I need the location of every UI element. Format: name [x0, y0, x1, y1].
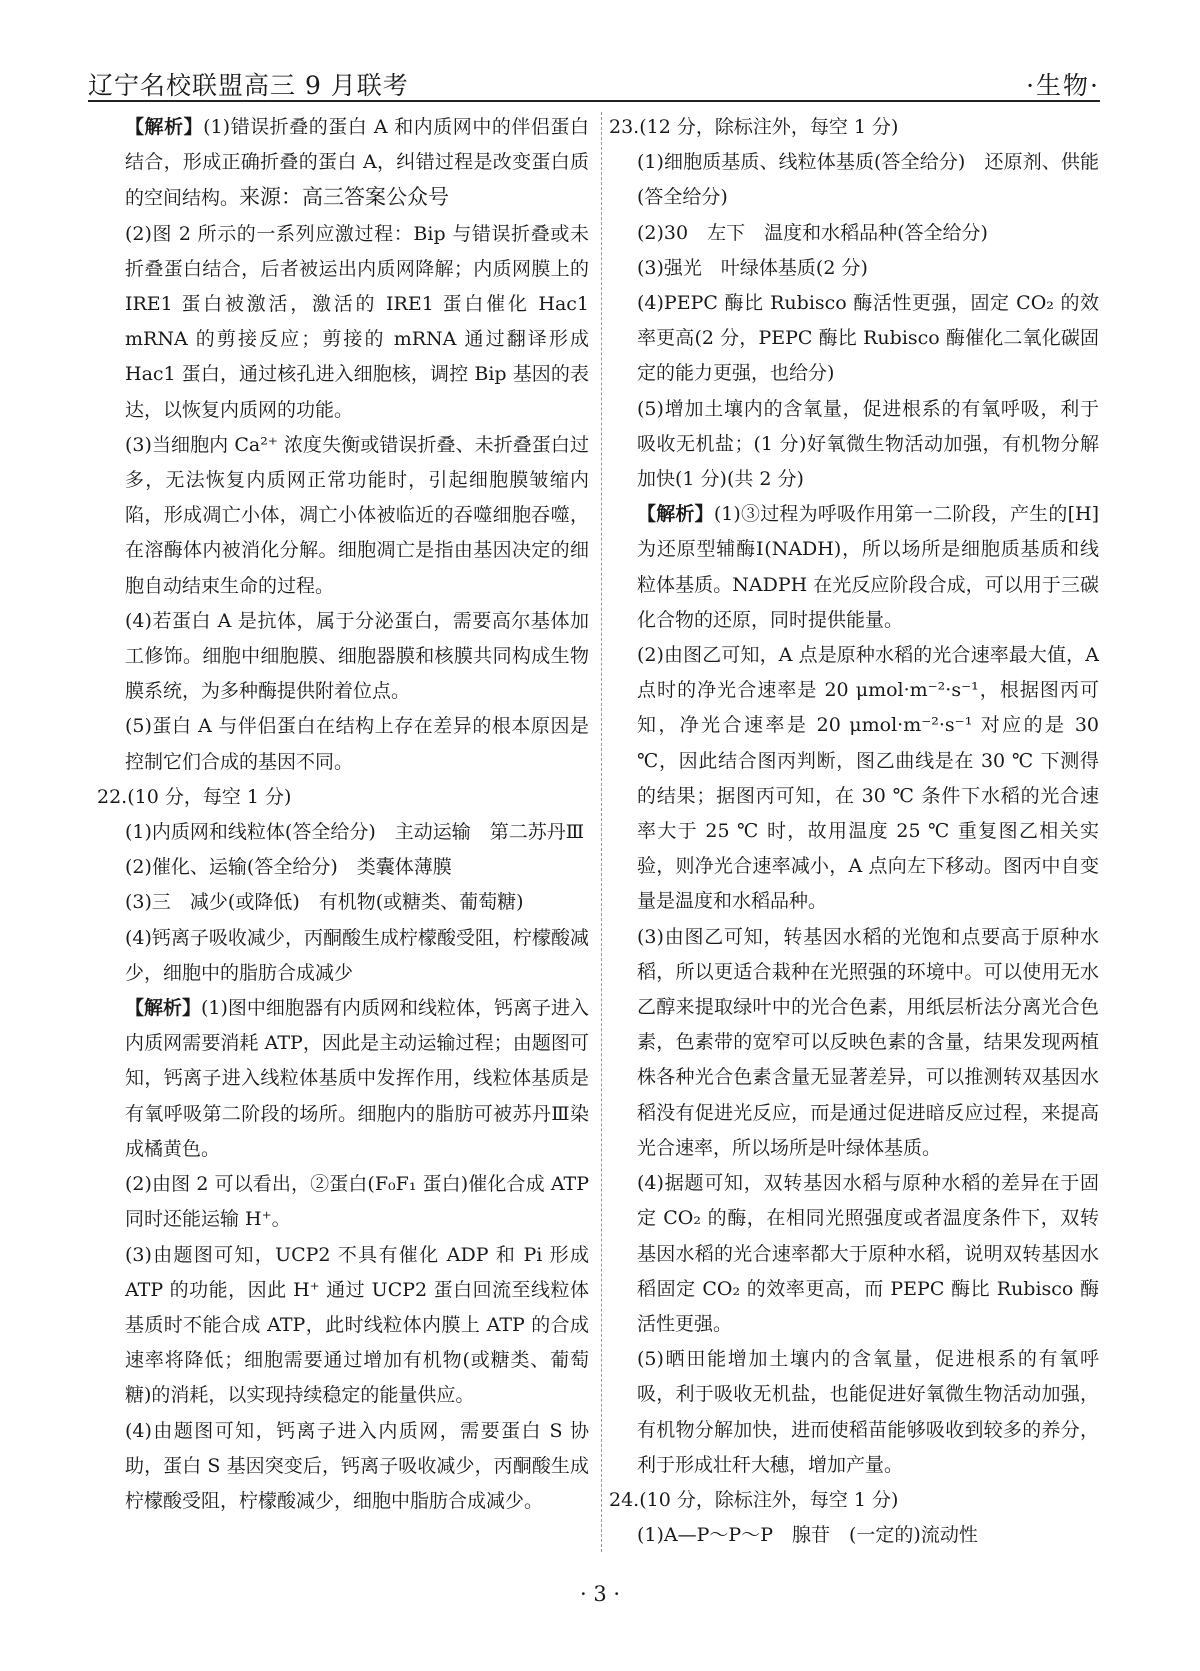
answer-line: (4)钙离子吸收减少，丙酮酸生成柠檬酸受阻，柠檬酸减少，细胞中的脂肪合成减少: [125, 926, 589, 984]
question-heading-24: 24.(10 分，除标注外，每空 1 分): [609, 1488, 899, 1511]
analysis-paragraph: (2)图 2 所示的一系列应激过程：Bip 与错误折叠或未折叠蛋白结合，后者被运出内质网降解；内质网膜上的 IRE1 蛋白被激活，激活的 IRE1 蛋白催化 Hac1 mRNA 的剪接反应；剪接的 mRNA 通过翻译形成 Hac1 蛋白，通过核孔进入细胞核，调控 Bip 基因的表达，以恢复内质网的功能。: [125, 222, 589, 421]
answer-line: (1)内质网和线粒体(答全给分) 主动运输 第二苏丹Ⅲ: [125, 821, 585, 844]
right-column: [609, 110, 1099, 1553]
answer-line: (3)三 减少(或降低) 有机物(或糖类、葡萄糖): [125, 891, 524, 914]
page-number: · 3 ·: [579, 1582, 621, 1606]
analysis-paragraph: (3)当细胞内 Ca²⁺ 浓度失衡或错误折叠、未折叠蛋白过多，无法恢复内质网正常功能时，引起细胞膜皱缩内陷，形成凋亡小体，凋亡小体被临近的吞噬细胞吞噬，在溶酶体内被消化分解。细胞凋亡是指由基因决定的细胞自动结束生命的过程。: [125, 433, 589, 597]
question-heading-22: 22.(10 分，每空 1 分): [97, 785, 292, 808]
analysis-paragraph: (3)由题图可知，UCP2 不具有催化 ADP 和 Pi 形成 ATP 的功能，因此 H⁺ 通过 UCP2 蛋白回流至线粒体基质时不能合成 ATP，此时线粒体内膜上 ATP 的合成速率将降低；细胞需要通过增加有机物(或糖类、葡萄糖)的消耗，以实现持续稳定的能量供应。: [125, 1243, 589, 1407]
answer-line: (1)A—P～P～P 腺苷 (一定的)流动性: [637, 1524, 978, 1547]
header-rule: [88, 100, 1100, 102]
analysis-paragraph: (4)由题图可知，钙离子进入内质网，需要蛋白 S 协助，蛋白 S 基因突变后，钙离子吸收减少，丙酮酸生成柠檬酸受阻，柠檬酸减少，细胞中脂肪合成减少。: [125, 1419, 589, 1512]
analysis-tag: 【解析】: [637, 503, 714, 526]
analysis-paragraph: [609, 497, 1099, 638]
analysis-text: (1)图中细胞器有内质网和线粒体，钙离子进入内质网需要消耗 ATP，因此是主动运输过程；由题图可知，钙离子进入线粒体基质中发挥作用，线粒体基质是有氧呼吸第二阶段的场所。细胞内的脂肪可被苏丹Ⅲ染成橘黄色。: [125, 997, 589, 1160]
answer-line: (3)强光 叶绿体基质(2 分): [637, 256, 868, 279]
analysis-paragraph: (2)由图 2 可以看出，②蛋白(F₀F₁ 蛋白)催化合成 ATP 同时还能运输 H⁺。: [125, 1173, 589, 1231]
analysis-paragraph: (4)若蛋白 A 是抗体，属于分泌蛋白，需要高尔基体加工修饰。细胞中细胞膜、细胞器膜和核膜共同构成生物膜系统，为多种酶提供附着位点。: [125, 609, 589, 703]
analysis-text: (1)错误折叠的蛋白 A 和内质网中的伴侣蛋白结合，形成正确折叠的蛋白 A，纠错过程是改变蛋白质的空间结构。: [125, 116, 589, 210]
answer-line: (2)30 左下 温度和水稻品种(答全给分): [637, 221, 988, 244]
page-header: [88, 62, 1100, 102]
answer-line: (4)PEPC 酶比 Rubisco 酶活性更强，固定 CO₂ 的效率更高(2 分，PEPC 酶比 Rubisco 酶催化二氧化碳固定的能力更强，也给分): [637, 292, 1099, 385]
analysis-paragraph: (5)晒田能增加土壤内的含氧量，促进根系的有氧呼吸，利于吸收无机盐，也能促进好氧微生物活动加强，有机物分解加快，进而使稻苗能够吸收到较多的养分，利于形成壮秆大穗，增加产量。: [637, 1348, 1099, 1476]
answer-line: (5)增加土壤内的含氧量，促进根系的有氧呼吸，利于吸收无机盐；(1 分)好氧微生物活动加强，有机物分解加快(1 分)(共 2 分): [637, 397, 1099, 491]
answer-line: (1)细胞质基质、线粒体基质(答全给分) 还原剂、供能(答全给分): [637, 151, 1099, 209]
answer-line: (2)催化、运输(答全给分) 类囊体薄膜: [125, 856, 452, 879]
column-divider: [601, 112, 602, 1552]
exam-title: 辽宁名校联盟高三 9 月联考: [88, 71, 409, 100]
analysis-text: (1)③过程为呼吸作用第一二阶段，产生的[H]为还原型辅酶Ⅰ(NADH)，所以场所是细胞质基质和线粒体基质。NADPH 在光反应阶段合成，可以用于三碳化合物的还原，同时提供能量。: [637, 503, 1099, 631]
source-note: 来源：高三答案公众号: [239, 185, 450, 210]
subject-label: ·生物·: [1026, 71, 1100, 100]
analysis-tag: 【解析】: [125, 116, 204, 138]
analysis-tag: 【解析】: [125, 997, 202, 1020]
analysis-paragraph: [97, 110, 589, 217]
analysis-paragraph: [97, 991, 589, 1167]
analysis-paragraph: (4)据题可知，双转基因水稻与原种水稻的差异在于固定 CO₂ 的酶，在相同光照强度或者温度条件下，双转基因水稻的光合速率都大于原种水稻，说明双转基因水稻固定 CO₂ 的效率更高，而 PEPC 酶比 Rubisco 酶活性更强。: [637, 1172, 1099, 1335]
analysis-paragraph: (3)由图乙可知，转基因水稻的光饱和点要高于原种水稻，所以更适合栽种在光照强的环境中。可以使用无水乙醇来提取绿叶中的光合色素，用纸层析法分离光合色素，色素带的宽窄可以反映色素的含量，结果发现两植株各种光合色素含量无显著差异，可以推测转双基因水稻没有促进光反应，而是通过促进暗反应过程，来提高光合速率，所以场所是叶绿体基质。: [637, 925, 1099, 1159]
analysis-paragraph: (5)蛋白 A 与伴侣蛋白在结构上存在差异的根本原因是控制它们合成的基因不同。: [125, 715, 589, 773]
analysis-paragraph: (2)由图乙可知，A 点是原种水稻的光合速率最大值，A 点时的净光合速率是 20 μmol·m⁻²·s⁻¹，根据图丙可知，净光合速率是 20 μmol·m⁻²·s⁻¹ 对应的是 30 ℃，因此结合图丙判断，图乙曲线是在 30 ℃ 下测得的结果；据图丙可知，在 30 ℃ 条件下水稻的光合速率大于 25 ℃ 时，故用温度 25 ℃ 重复图乙相关实验，则净光合速率减小，A 点向左下移动。图丙中自变量是温度和水稻品种。: [637, 644, 1099, 913]
left-column: [97, 110, 589, 1519]
question-heading-23: 23.(12 分，除标注外，每空 1 分): [609, 116, 899, 138]
